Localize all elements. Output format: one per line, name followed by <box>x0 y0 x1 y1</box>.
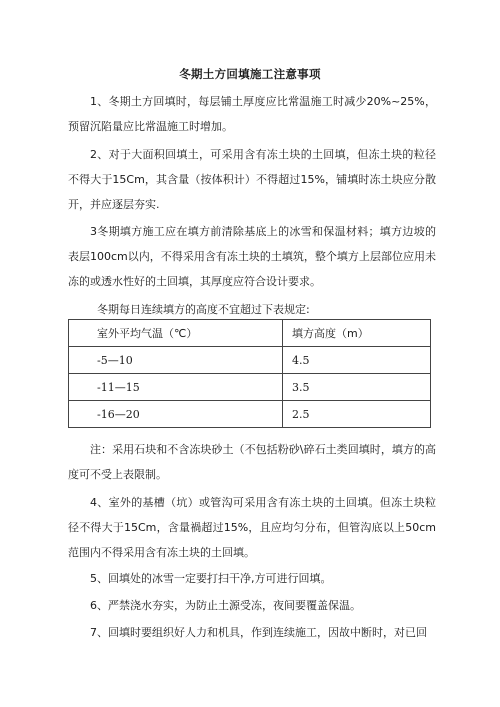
paragraph-2: 2、对于大面积回填土，可采用含有冻土块的土回填，但冻土块的粒径不得大于15Cm，其含量（按体积计）不得超过15%，铺填时冻土块应分散开，并应逐层夯实. <box>68 148 436 211</box>
document-title: 冬期土方回填施工注意事项 <box>179 67 321 81</box>
paragraph-6: 6、严禁浇水夯实，为防止土源受冻，夜间要覆盖保温。 <box>90 599 361 612</box>
paragraph-1: 1、冬期土方回填时，每层铺土厚度应比常温施工时减少20%~25%，预留沉陷量应比常温施工时增加。 <box>68 95 436 133</box>
table-caption: 冬期每日连续填方的高度不宜超过下表规定: <box>97 303 310 316</box>
paragraph-4: 4、室外的基槽（坑）或管沟可采用含有冻土块的土回填。但冻土块粒径不得大于15Cm，含量禍超过15%，且应均匀分布，但管沟底以上50cm范围内不得采用含有冻土块的土回填。 <box>68 496 436 559</box>
fill-height-table <box>68 319 431 428</box>
paragraph-5: 5、回填处的冰雪一定要打扫干净,方可进行回填。 <box>90 572 332 585</box>
header-temperature: 室外平均气温（℃） <box>69 320 283 347</box>
table-row <box>69 401 431 428</box>
cell-height: 3.5 <box>283 374 431 401</box>
table-row <box>69 374 431 401</box>
table-header-row <box>69 320 431 347</box>
cell-temperature: -5—10 <box>69 347 283 374</box>
cell-height: 2.5 <box>283 401 431 428</box>
cell-height: 4.5 <box>283 347 431 374</box>
paragraph-7: 7、回填时要组织好人力和机具，作到连续施工，因故中断时，对已回 <box>90 626 427 639</box>
paragraph-3: 3冬期填方施工应在填方前清除基底上的冰雪和保温材料；填方边坡的表层100cm以内，不得采用含有冻土块的土填筑，整个填方上层部位应用未冻的或透水性好的土回填，其厚度应符合设计要求。 <box>68 225 436 288</box>
cell-temperature: -16—20 <box>69 401 283 428</box>
header-fill-height: 填方高度（m） <box>283 320 431 347</box>
table-note: 注：采用石块和不含冻块砂土（不包括粉砂\碎石土类回填时，填方的高度可不受上表限制。 <box>68 443 436 481</box>
cell-temperature: -11—15 <box>69 374 283 401</box>
table-row <box>69 347 431 374</box>
